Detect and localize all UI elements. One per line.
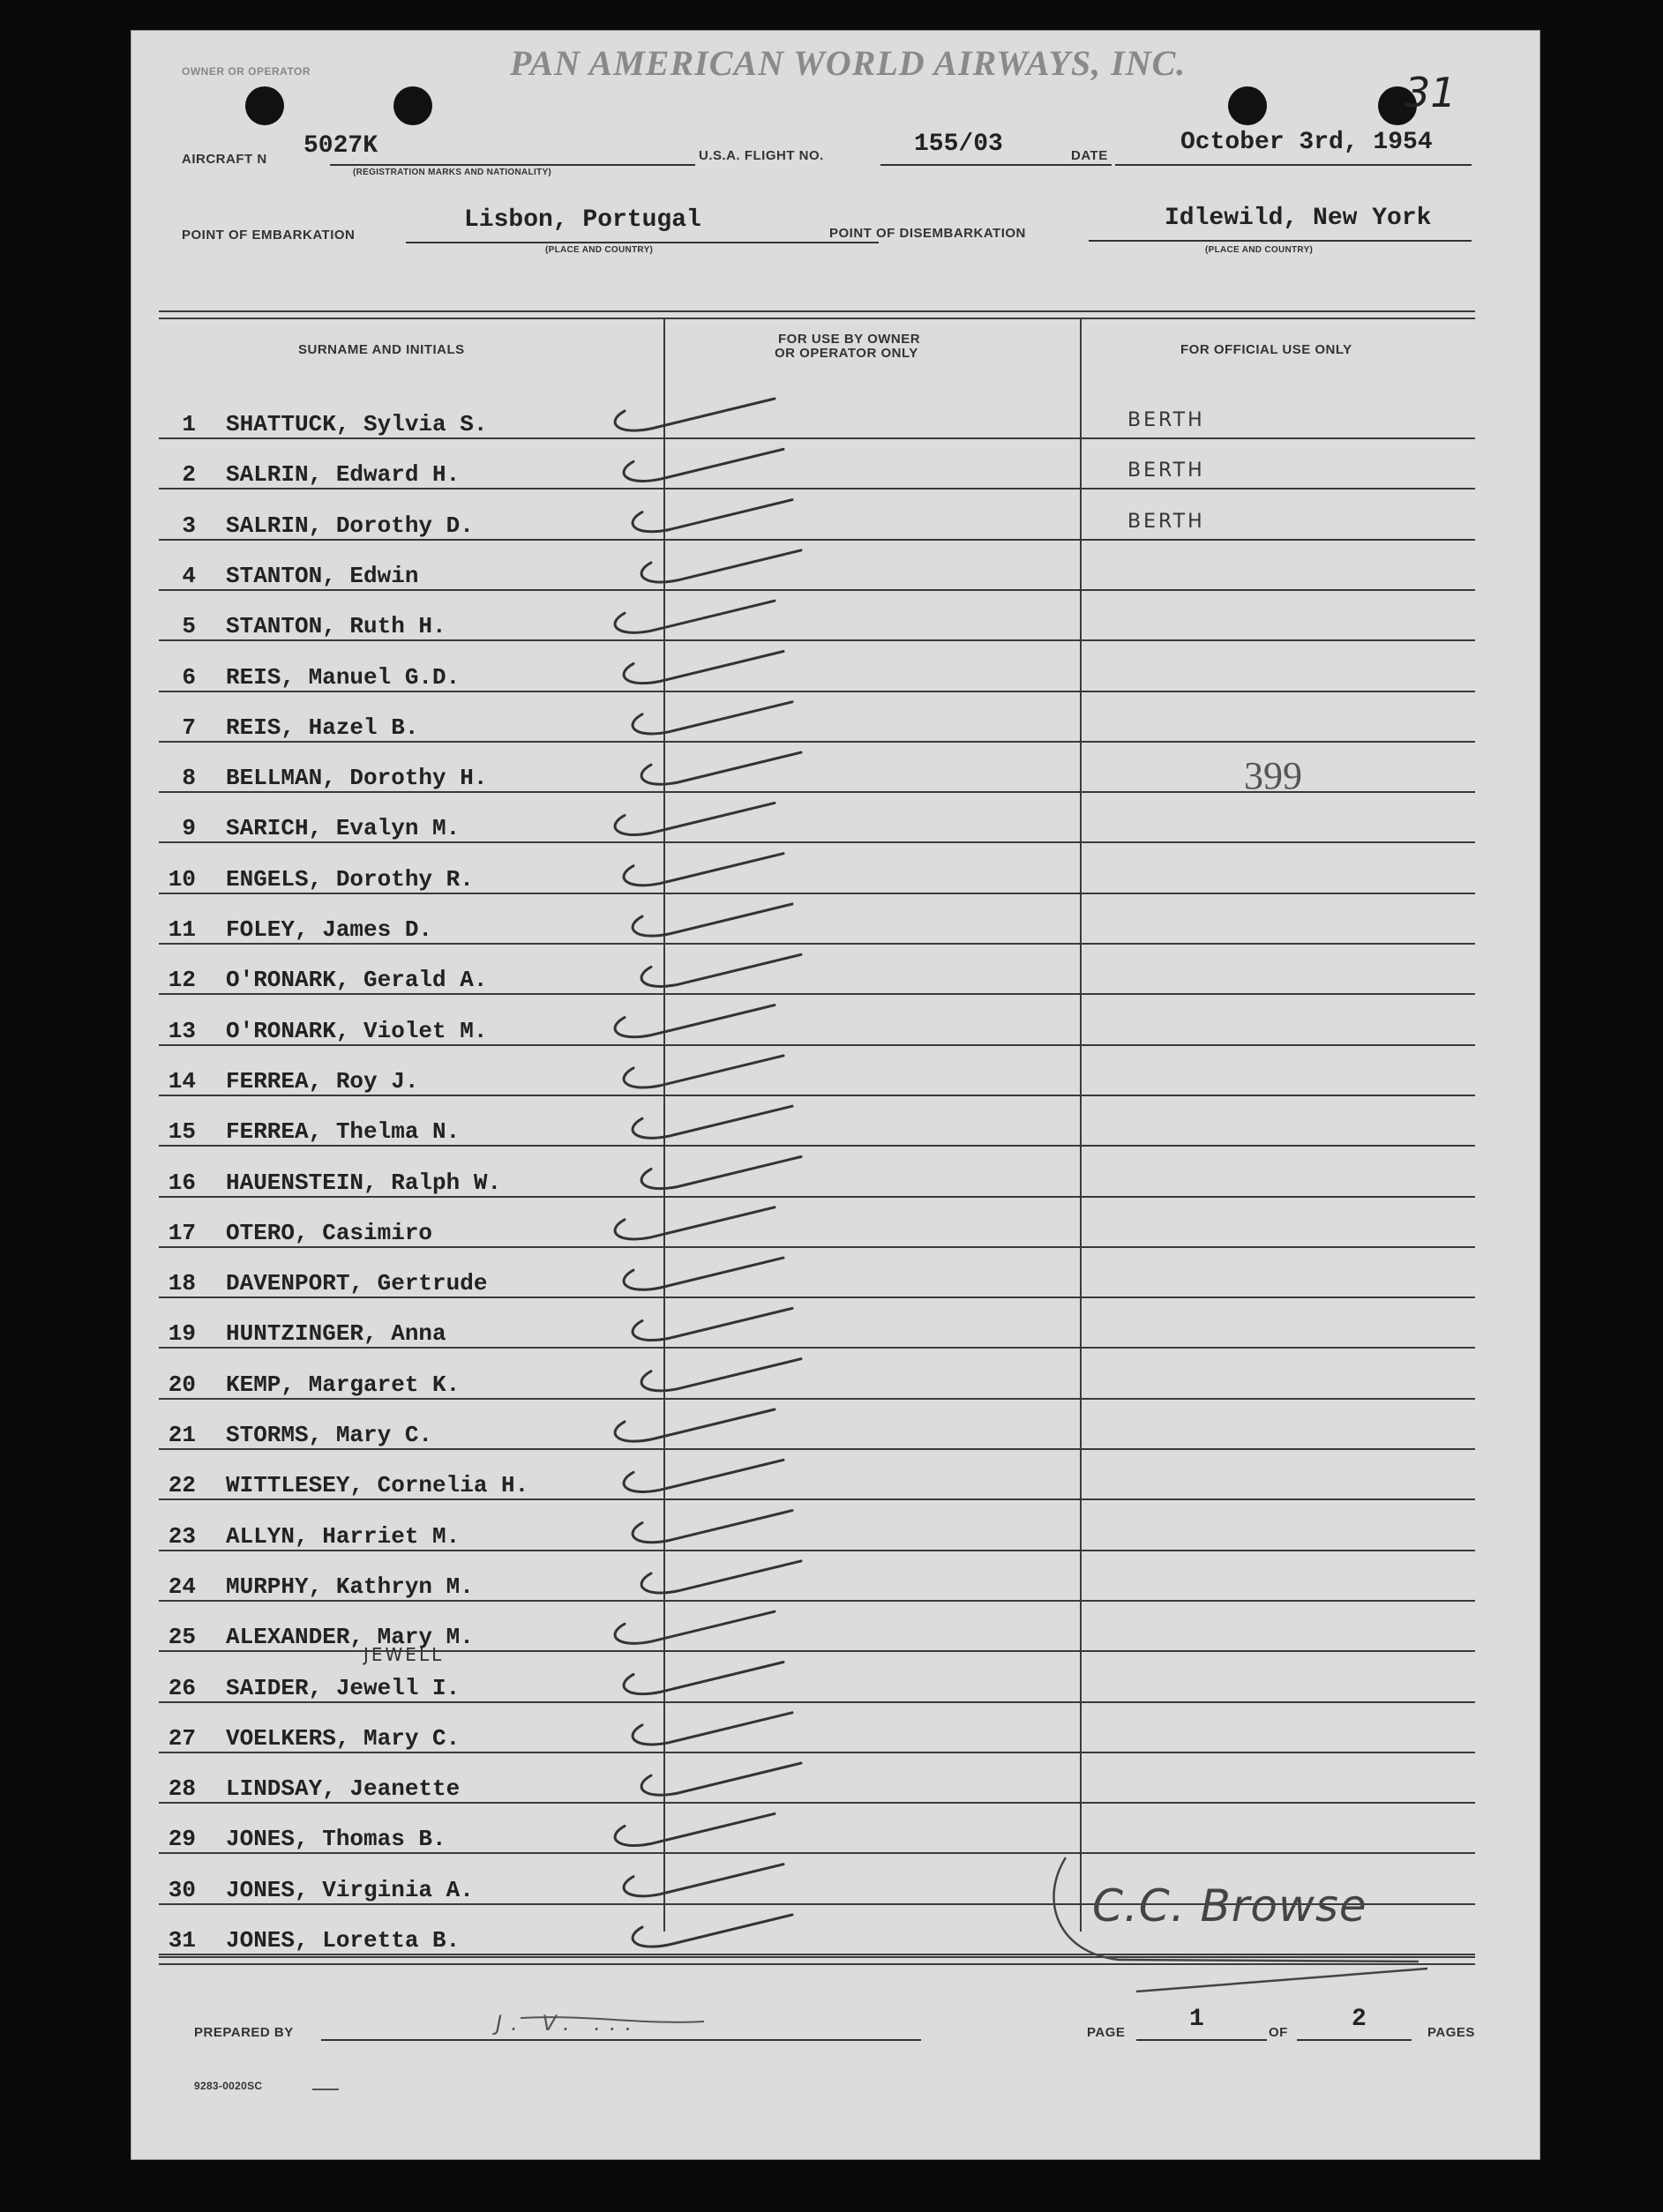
check-mark	[624, 1258, 783, 1289]
row-number: 5	[182, 613, 196, 640]
row-number: 2	[182, 461, 196, 489]
passenger-name: ALEXANDER, Mary M.	[226, 1624, 474, 1651]
aircraft-value: 5027K	[303, 132, 378, 160]
of-underline	[1297, 2039, 1412, 2041]
col-header-owner-1: FOR USE BY OWNER	[778, 332, 921, 347]
check-mark	[633, 702, 792, 734]
passenger-name: FERREA, Thelma N.	[226, 1118, 461, 1146]
check-mark	[633, 500, 792, 532]
passenger-name: OTERO, Casimiro	[226, 1219, 433, 1246]
row-number: 17	[168, 1219, 196, 1246]
check-mark	[641, 1763, 801, 1795]
official-note: BERTH	[1127, 460, 1205, 482]
prepared-value: J. V. ...	[496, 2011, 641, 2036]
row-number: 14	[168, 1067, 196, 1095]
passenger-name: STORMS, Mary C.	[226, 1422, 433, 1448]
row-number: 25	[168, 1624, 196, 1651]
official-note: BERTH	[1127, 409, 1205, 431]
disembark-label: POINT OF DISEMBARKATION	[829, 226, 1026, 241]
row-number: 30	[168, 1876, 196, 1903]
row-number: 13	[168, 1017, 196, 1044]
official-number: 399	[1244, 754, 1302, 797]
check-mark	[615, 1005, 775, 1037]
check-mark	[633, 1308, 792, 1340]
manifest-sheet	[131, 30, 1540, 2160]
check-mark	[641, 954, 801, 986]
check-mark	[624, 449, 783, 481]
date-label: DATE	[1071, 148, 1108, 163]
passenger-name: REIS, Manuel G.D.	[226, 663, 461, 691]
check-mark	[641, 1157, 801, 1189]
col-header-owner-2: OR OPERATOR ONLY	[775, 346, 918, 361]
check-mark	[633, 1106, 792, 1138]
row-number: 8	[182, 765, 196, 792]
row-number: 24	[168, 1573, 196, 1600]
check-mark	[624, 854, 783, 886]
passenger-name: STANTON, Edwin	[226, 562, 419, 589]
signature: C.C. Browse	[1092, 1880, 1367, 1932]
row-number: 28	[168, 1775, 196, 1803]
disembark-value: Idlewild, New York	[1165, 205, 1432, 232]
page-label: PAGE	[1087, 2025, 1126, 2040]
flight-label: U.S.A. FLIGHT NO.	[699, 148, 824, 163]
row-number: 4	[182, 562, 196, 589]
passenger-name: FERREA, Roy J.	[226, 1067, 419, 1095]
embark-value: Lisbon, Portugal	[464, 206, 701, 234]
page-value: 1	[1189, 2006, 1204, 2033]
passenger-name: ALLYN, Harriet M.	[226, 1522, 461, 1550]
col-header-surname: SURNAME AND INITIALS	[298, 342, 465, 357]
check-mark	[624, 652, 783, 684]
aircraft-sub: (REGISTRATION MARKS AND NATIONALITY)	[353, 168, 552, 177]
row-number: 15	[168, 1118, 196, 1146]
passenger-name: JONES, Thomas B.	[226, 1826, 446, 1853]
passenger-name: SHATTUCK, Sylvia S.	[226, 411, 488, 437]
passenger-name: DAVENPORT, Gertrude	[226, 1270, 488, 1297]
flight-value: 155/03	[914, 131, 1003, 158]
printer-mark	[312, 2073, 339, 2090]
prepared-label: PREPARED BY	[194, 2025, 294, 2040]
check-mark	[624, 1056, 783, 1087]
of-label: OF	[1269, 2025, 1288, 2040]
of-value: 2	[1352, 2006, 1367, 2033]
row-number: 23	[168, 1522, 196, 1550]
row-number: 6	[182, 663, 196, 691]
passenger-name: LINDSAY, Jeanette	[226, 1775, 461, 1803]
row-number: 29	[168, 1826, 196, 1853]
embark-sub: (PLACE AND COUNTRY)	[545, 245, 654, 255]
passenger-name: JONES, Virginia A.	[226, 1876, 474, 1903]
passenger-name: SAIDER, Jewell I.	[226, 1674, 461, 1701]
row-number: 22	[168, 1472, 196, 1499]
passenger-name: STANTON, Ruth H.	[226, 613, 446, 640]
passenger-name: ENGELS, Dorothy R.	[226, 865, 474, 893]
passenger-name: WITTLESEY, Cornelia H.	[226, 1472, 529, 1499]
row-number: 11	[168, 916, 196, 943]
row-number: 3	[182, 512, 196, 539]
owner-logo: PAN AMERICAN WORLD AIRWAYS, INC.	[510, 43, 1187, 83]
row-number: 31	[168, 1927, 196, 1954]
page-underline	[1136, 2039, 1267, 2041]
passenger-name: VOELKERS, Mary C.	[226, 1724, 461, 1752]
row-number: 7	[182, 714, 196, 741]
check-mark	[624, 1865, 783, 1896]
check-mark	[615, 803, 775, 834]
check-mark	[615, 1207, 775, 1239]
row-number: 20	[168, 1371, 196, 1398]
row-number: 9	[182, 815, 196, 842]
row-number: 27	[168, 1724, 196, 1752]
passenger-name: HUNTZINGER, Anna	[226, 1320, 446, 1348]
passenger-name: BELLMAN, Dorothy H.	[226, 765, 488, 792]
col-header-official: FOR OFFICIAL USE ONLY	[1180, 342, 1352, 357]
check-marks	[131, 30, 1540, 2160]
check-mark	[633, 904, 792, 936]
check-mark	[615, 1409, 775, 1441]
name-correction-26: JEWELL	[363, 1644, 445, 1665]
row-number: 12	[168, 967, 196, 994]
check-mark	[641, 550, 801, 582]
check-mark	[615, 601, 775, 632]
check-mark	[624, 1460, 783, 1491]
passenger-name: O'RONARK, Gerald A.	[226, 967, 488, 994]
check-mark	[641, 752, 801, 784]
passenger-name: FOLEY, James D.	[226, 916, 433, 943]
check-mark	[615, 399, 775, 430]
check-mark	[641, 1359, 801, 1391]
prepared-underline	[321, 2039, 921, 2041]
check-mark	[615, 1813, 775, 1845]
disembark-sub: (PLACE AND COUNTRY)	[1205, 245, 1314, 255]
check-mark	[633, 1915, 792, 1947]
passenger-name: JONES, Loretta B.	[226, 1927, 461, 1954]
check-mark	[624, 1663, 783, 1694]
passenger-name: SALRIN, Edward H.	[226, 461, 461, 489]
passenger-name: MURPHY, Kathryn M.	[226, 1573, 474, 1600]
passenger-name: SARICH, Evalyn M.	[226, 815, 461, 842]
row-number: 18	[168, 1270, 196, 1297]
pages-label: PAGES	[1427, 2025, 1475, 2040]
form-code: 9283-0020SC	[194, 2080, 263, 2092]
official-note: BERTH	[1127, 510, 1205, 533]
passenger-name: SALRIN, Dorothy D.	[226, 512, 474, 539]
passenger-name: HAUENSTEIN, Ralph W.	[226, 1169, 502, 1196]
passenger-name: O'RONARK, Violet M.	[226, 1017, 488, 1044]
row-number: 1	[182, 411, 196, 437]
check-mark	[615, 1611, 775, 1643]
row-number: 10	[168, 865, 196, 893]
owner-label: OWNER OR OPERATOR	[182, 65, 311, 78]
date-value: October 3rd, 1954	[1180, 129, 1433, 156]
row-number: 21	[168, 1422, 196, 1448]
passenger-name: KEMP, Margaret K.	[226, 1371, 461, 1398]
check-mark	[633, 1511, 792, 1543]
aircraft-label: AIRCRAFT N	[182, 152, 267, 167]
check-mark	[641, 1561, 801, 1593]
passenger-name: REIS, Hazel B.	[226, 714, 419, 741]
row-number: 16	[168, 1169, 196, 1196]
page-mark: 31	[1405, 69, 1457, 116]
row-number: 26	[168, 1674, 196, 1701]
row-number: 19	[168, 1320, 196, 1348]
check-mark	[633, 1713, 792, 1745]
embark-label: POINT OF EMBARKATION	[182, 228, 356, 243]
